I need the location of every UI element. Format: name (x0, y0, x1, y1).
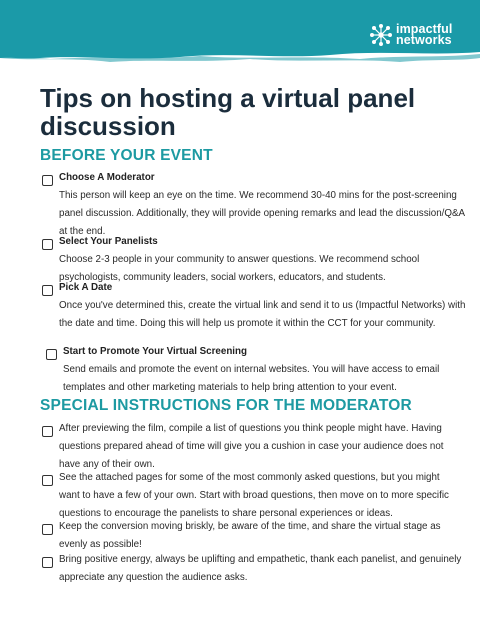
brand-name-line1: impactful (396, 22, 453, 36)
before-item-title: Pick A Date (59, 282, 113, 293)
brand-name-line2: networks (396, 33, 452, 47)
before-item-title: Select Your Panelists (59, 236, 158, 247)
moderator-item (42, 423, 462, 474)
before-item-desc: Once you've determined this, create the virtual link and send it to us (Impactful Networks) with the date and time. Doing this will help us promote it within the CCT for your community. (59, 300, 466, 329)
checkbox[interactable] (42, 239, 53, 250)
moderator-heading: SPECIAL INSTRUCTIONS FOR THE MODERATOR (40, 397, 412, 414)
before-item-date (42, 282, 466, 333)
moderator-item (42, 472, 462, 523)
checkbox[interactable] (42, 557, 53, 568)
moderator-item (42, 554, 462, 587)
before-item-desc: Send emails and promote the event on internal websites. You will have access to email templates and other marketing materials to help bring attention to your event. (63, 364, 440, 393)
moderator-item-text: See the attached pages for some of the most commonly asked questions, but you might want to have a few of your own. Start with broad questions, then move on to more specific questions to encourage the panelists to share personal experiences or ideas. (59, 472, 449, 519)
moderator-item-text: Keep the conversion moving briskly, be aware of the time, and share the virtual stage as evenly as possible! (59, 521, 441, 550)
brand-name (396, 24, 452, 46)
checkbox[interactable] (46, 349, 57, 360)
checkbox[interactable] (42, 285, 53, 296)
brand-logo (370, 24, 452, 46)
before-item-title: Choose A Moderator (59, 172, 155, 183)
before-item-desc: Choose 2-3 people in your community to answer questions. We recommend school psychologists, community leaders, social workers, educators, and students. (59, 254, 420, 283)
before-item-title: Start to Promote Your Virtual Screening (63, 346, 248, 357)
page-title: Tips on hosting a virtual panel discussion (40, 83, 416, 141)
checkbox[interactable] (42, 524, 53, 535)
moderator-item (42, 521, 462, 554)
moderator-item-text: Bring positive energy, always be uplifting and empathetic, thank each panelist, and genuinely appreciate any question the audience asks. (59, 554, 462, 583)
checkbox[interactable] (42, 475, 53, 486)
checkbox[interactable] (42, 175, 53, 186)
moderator-item-text: After previewing the film, compile a list of questions you think people might have. Having questions prepared ahead of time will give you a cushion in case your audience does not have any of their own. (59, 423, 444, 470)
before-item-promote (46, 346, 462, 397)
before-event-heading: BEFORE YOUR EVENT (40, 147, 213, 164)
before-item-moderator (42, 172, 465, 241)
checkbox[interactable] (42, 426, 53, 437)
before-item-desc: This person will keep an eye on the time. We recommend 30-40 mins for the post-screening panel discussion. Additionally, they will provide opening remarks and lead the discussion/Q&A at the end. (59, 190, 465, 237)
network-burst-icon (370, 24, 392, 46)
